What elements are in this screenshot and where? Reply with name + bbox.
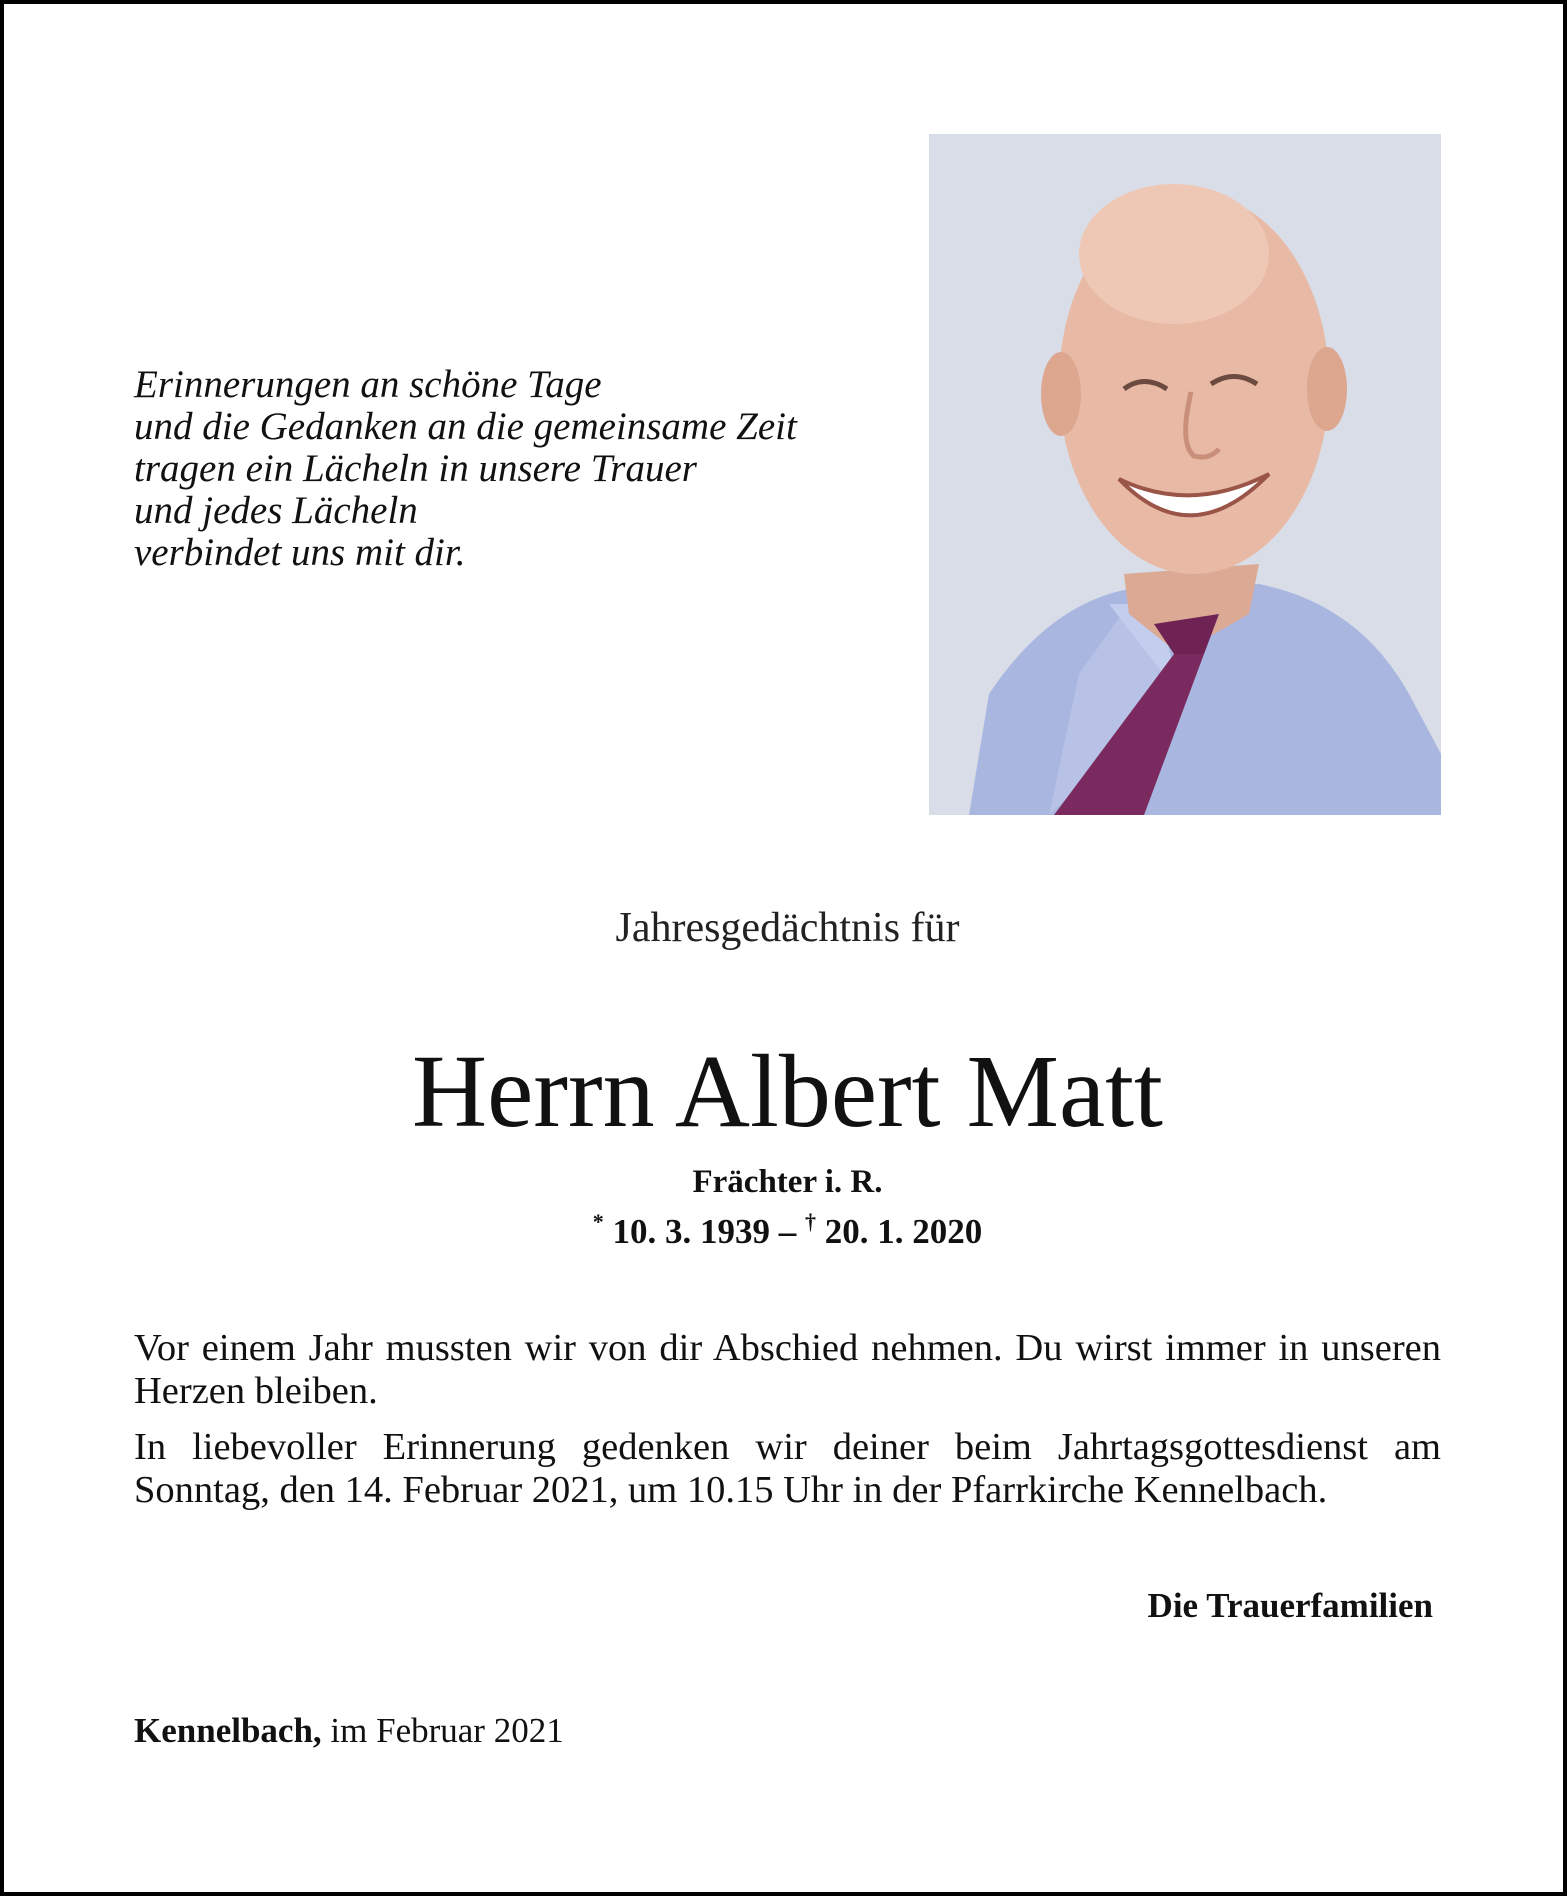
left-ear <box>1041 352 1081 436</box>
occupation: Frächter i. R. <box>692 1164 883 1200</box>
deceased-name: Herrn Albert Matt <box>412 1034 1163 1149</box>
poem-line: tragen ein Lächeln in unsere Trauer <box>134 447 697 490</box>
birth-date: 10. 3. 1939 <box>612 1212 770 1251</box>
life-dates <box>4 1209 1567 1252</box>
death-date: 20. 1. 2020 <box>824 1212 983 1251</box>
place-and-date <box>134 1711 564 1751</box>
signoff: Die Trauerfamilien <box>1147 1586 1433 1625</box>
memorial-intro: Jahresgedächtnis für <box>615 905 960 951</box>
birth-symbol: * <box>592 1209 604 1234</box>
body-paragraph-2: In liebevoller Erinnerung gedenken wir deiner beim Jahrtagsgottesdienst am Sonntag, den 14. Februar 2021, um 10.15 Uhr in der Pfarrkirche Kennelbach. <box>134 1426 1441 1511</box>
forehead-highlight <box>1079 184 1269 324</box>
place-date: im Februar 2021 <box>330 1711 564 1750</box>
memorial-poem <box>134 364 854 574</box>
portrait-photo <box>929 134 1441 815</box>
date-separator: – <box>778 1212 797 1251</box>
portrait-illustration <box>929 134 1441 815</box>
poem-line: und jedes Lächeln <box>134 489 418 532</box>
right-ear <box>1307 347 1347 431</box>
poem-line: Erinnerungen an schöne Tage <box>134 363 602 406</box>
poem-line: und die Gedanken an die gemeinsame Zeit <box>134 405 797 448</box>
poem-line: verbindet uns mit dir. <box>134 531 466 574</box>
body-paragraph-1: Vor einem Jahr mussten wir von dir Abschied nehmen. Du wirst immer in unseren Herzen bleiben. <box>134 1327 1441 1412</box>
place-town: Kennelbach, <box>134 1711 322 1750</box>
death-symbol: † <box>805 1209 816 1234</box>
